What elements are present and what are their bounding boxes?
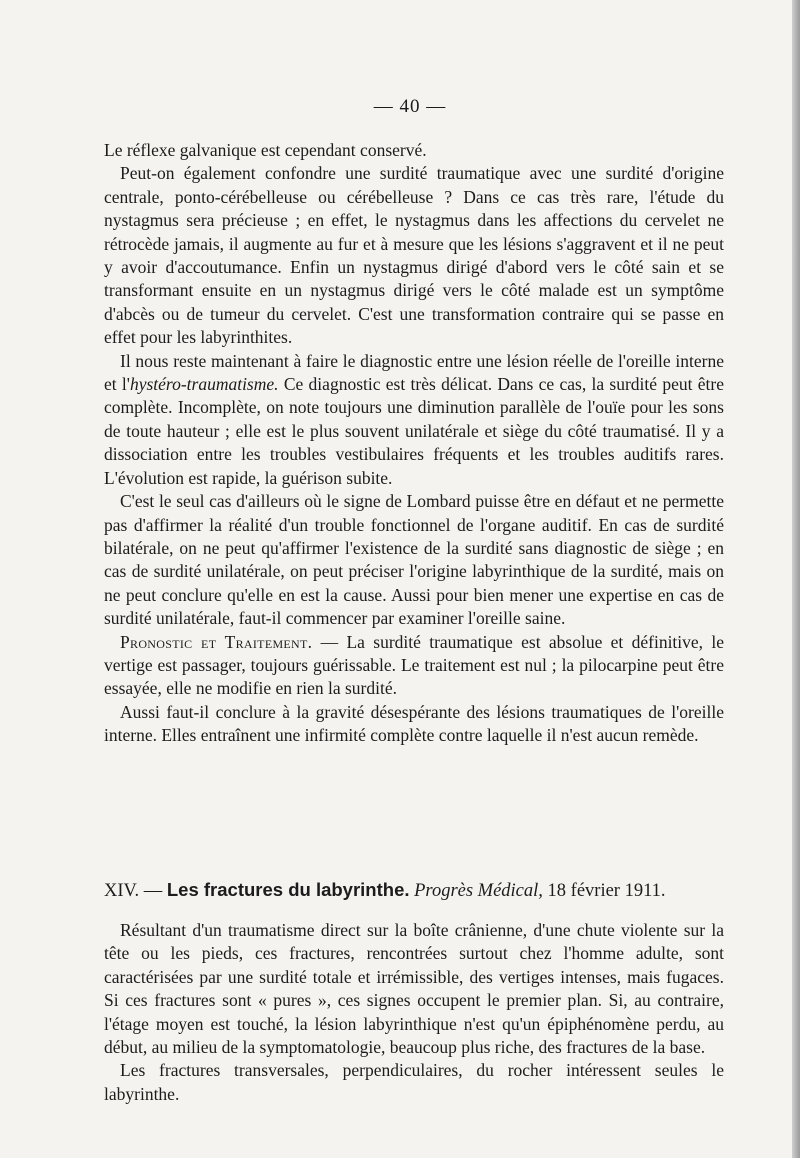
emphasis-term: hystéro-traumatisme. bbox=[129, 374, 279, 395]
text-run: Il nous reste maintenant à faire le diagnostic entre une lésion réelle de l'oreille interne et l' bbox=[104, 350, 724, 395]
paragraph bbox=[104, 350, 724, 490]
paragraph: Résultant d'un traumatisme direct sur la boîte crânienne, d'une chute violente sur la tête ou les pieds, ces fractures, rencontrées surtout chez l'homme adulte, sont caractérisées par une surdité totale et irrémissible, des vertiges intenses, mais fugaces. Si ces fractures sont « pures », ces signes occupent le premier plan. Si, au contraire, l'étage moyen est touché, la lésion labyrinthique n'est qu'un épiphénomène perdu, au début, au milieu de la symptomatologie, beaucoup plus riche, des fractures de la base. bbox=[104, 920, 724, 1058]
paragraph: Les fractures transversales, perpendiculaires, du rocher intéressent seules le labyrinthe. bbox=[104, 1060, 724, 1104]
journal-name: Progrès Médical, bbox=[414, 881, 543, 901]
section-heading bbox=[104, 878, 724, 903]
text-run: Ce diagnostic est très délicat. Dans ce cas, la surdité peut être complète. Incomplète, on note toujours une diminution parallèle de l'ouïe pour les sons de toute hauteur ; elle est le plus souvent unilatérale et siège du côté traumatisé. Il y a dissociation entre les troubles vestibulaires fréquents et les troubles auditifs rares. L'évolution est rapide, la guérison subite. bbox=[104, 374, 724, 488]
page-edge-shadow bbox=[792, 0, 800, 1158]
section-body bbox=[104, 919, 724, 1106]
paragraph: Peut-on également confondre une surdité traumatique avec une surdité d'origine centrale, ponto-cérébelleuse ou cérébelleuse ? Dans ce cas très rare, l'étude du nystagmus sera précieuse ; en effet, le nystagmus dans les affections du cervelet ne rétrocède jamais, il augmente au fur et à mesure que les lésions s'aggravent et il ne peut y avoir d'accoutumance. Enfin un nystagmus dirigé d'abord vers le côté sain et se transformant ensuite en un nystagmus dirigé vers le côté malade est un symptôme d'abcès ou de tumeur du cervelet. C'est une transformation contraire qui se passe en effet pour les labyrinthites. bbox=[104, 163, 724, 348]
page-number: — 40 — bbox=[373, 96, 447, 117]
paragraph bbox=[104, 631, 724, 701]
section-labyrinth-fractures bbox=[104, 878, 724, 1106]
subheading-prognosis: Pronostic et Traitement. bbox=[120, 631, 313, 652]
paragraph: C'est le seul cas d'ailleurs où le signe de Lombard puisse être en défaut et ne permette pas d'affirmer la réalité d'un trouble fonctionnel de l'organe auditif. En cas de surdité bilatérale, on ne peut qu'affirmer l'existence de la surdité sans diagnostic de siège ; en cas de surdité unilatérale, on peut préciser l'origine labyrinthique de la surdité, mais on ne peut conclure qu'elle en est la cause. Aussi pour bien mener une expertise en cas de surdité unilatérale, faut-il commencer par examiner l'oreille saine. bbox=[104, 491, 724, 629]
section-number: XIV. — bbox=[104, 881, 163, 901]
section-title: Les fractures du labyrinthe. bbox=[166, 879, 410, 900]
text-run: — La surdité traumatique est absolue et définitive, le vertige est passager, toujours guérissable. Le traitement est nul ; la pilocarpine peut être essayée, elle ne modifie en rien la surdité. bbox=[104, 631, 724, 699]
publication-date: 18 février 1911. bbox=[547, 881, 666, 901]
paragraph: Aussi faut-il conclure à la gravité désespérante des lésions traumatiques de l'oreille interne. Elles entraînent une infirmité complète contre laquelle il n'est aucun remède. bbox=[104, 701, 724, 746]
paragraph: Le réflexe galvanique est cependant conservé. bbox=[104, 140, 427, 160]
section-otology-diagnosis bbox=[104, 139, 724, 748]
